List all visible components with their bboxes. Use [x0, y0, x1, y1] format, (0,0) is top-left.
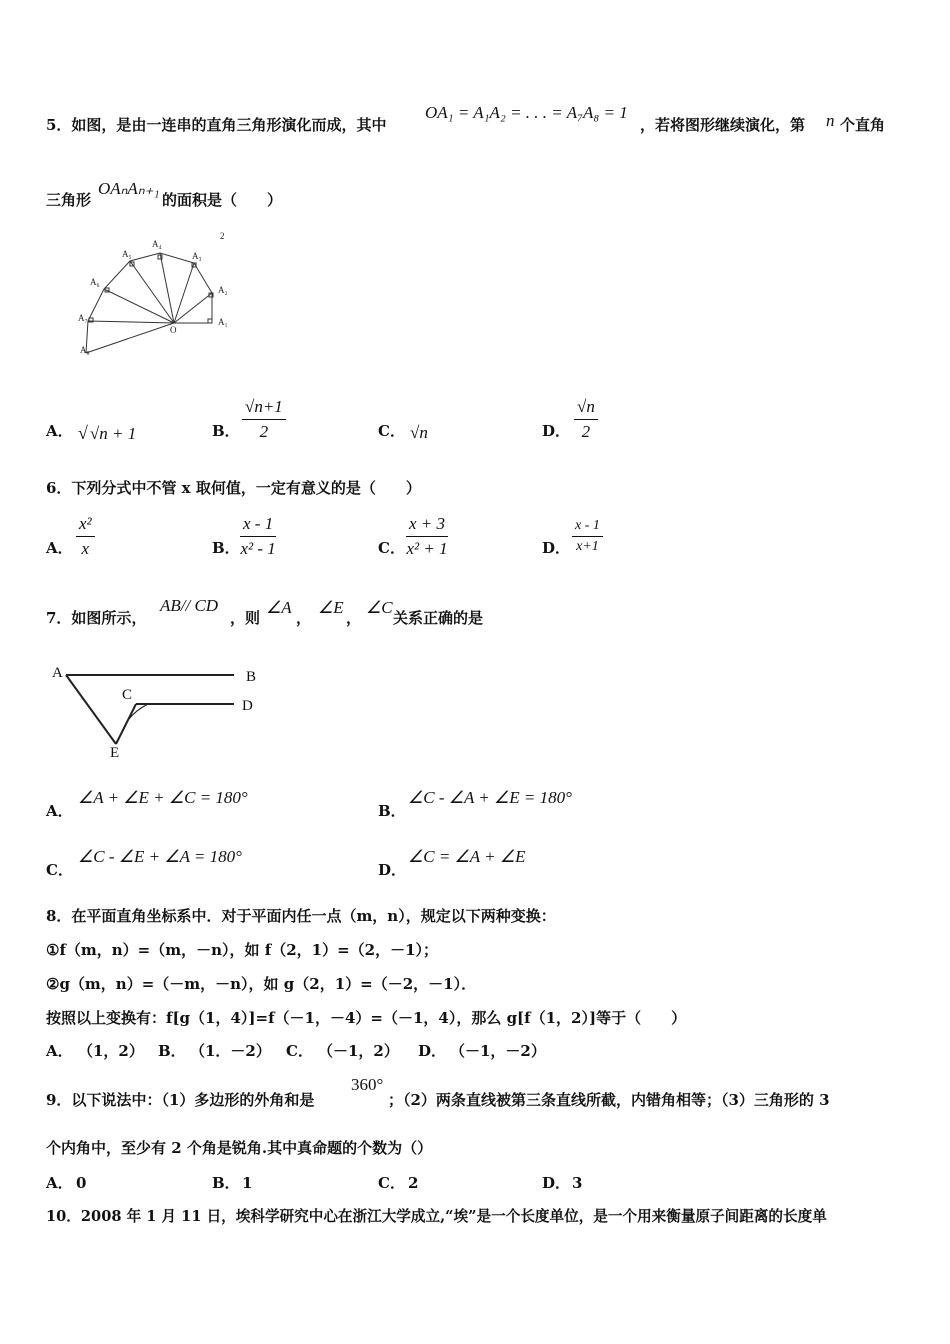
q7-option-b-label[interactable]: B．	[378, 802, 406, 820]
q5-fig-label-a2: A₂	[218, 285, 228, 295]
q9-option-a-text[interactable]: 0	[76, 1174, 87, 1192]
q8-stem: 8．在平面直角坐标系中．对于平面内任一点（m，n），规定以下两种变换：	[46, 907, 556, 925]
q6-option-b-fraction[interactable]	[240, 514, 276, 558]
q5-fig-label-a7: A₇	[78, 313, 88, 323]
q5-option-c-text[interactable]: √n	[410, 423, 428, 442]
q7-angle-c: ∠C	[366, 598, 393, 617]
q7-option-a-label[interactable]: A．	[46, 802, 73, 820]
q5-fig-label-a1: A₁	[218, 317, 228, 327]
q7-stem-part3: 关系正确的是	[393, 609, 484, 627]
q5-option-b-numerator: √n+1	[242, 397, 286, 420]
q9-stem-part3: 个内角中，至少有 2 个角是锐角.其中真命题的个数为（）	[46, 1139, 433, 1157]
q5-option-c-label[interactable]: C．	[378, 422, 405, 440]
q8-rule-1: ①f（m，n）=（m，－n），如 f（2，1）=（2，－1）；	[46, 941, 439, 959]
q5-fig-label-o: O	[170, 325, 177, 335]
q5-option-d-denominator: 2	[581, 421, 591, 441]
q7-option-a-text[interactable]: ∠A + ∠E + ∠C = 180°	[78, 788, 248, 807]
q6-option-c-label[interactable]: C．	[378, 539, 405, 557]
q9-option-d-label[interactable]: D．	[542, 1174, 571, 1192]
q7-comma-1: ，	[296, 609, 312, 627]
q7-angle-e: ∠E	[318, 598, 344, 617]
q5-n-symbol: n	[826, 111, 835, 130]
q6-option-d-numerator: x - 1	[572, 518, 603, 537]
q6-option-a-label[interactable]: A．	[46, 539, 73, 557]
q6-option-d-label[interactable]: D．	[542, 539, 571, 557]
q6-option-b-label[interactable]: B．	[212, 539, 240, 557]
q6-stem: 6．下列分式中不管 x 取何值，一定有意义的是（ ）	[46, 479, 421, 497]
q7-option-c-label[interactable]: C．	[46, 861, 73, 879]
q9-option-b-label[interactable]: B．	[212, 1174, 240, 1192]
q5-fig-label-a4: A₄	[152, 239, 162, 249]
q5-stem-part2: ，若将图形继续演化，第	[640, 116, 806, 134]
q6-option-b-numerator: x - 1	[240, 514, 276, 537]
q8-option-d-text[interactable]: （－1，－2）	[450, 1042, 546, 1060]
q5-stem-part3: 个直角	[840, 116, 886, 134]
q5-option-b-denominator: 2	[259, 421, 269, 441]
q5-option-b-label[interactable]: B．	[212, 422, 240, 440]
q7-parallel-figure	[44, 658, 274, 763]
q8-option-d-label[interactable]: D．	[418, 1042, 447, 1060]
q8-option-a-label[interactable]: A．	[46, 1042, 73, 1060]
q7-option-b-text[interactable]: ∠C - ∠A + ∠E = 180°	[408, 788, 572, 807]
q5-option-a[interactable]: √ √n + 1	[78, 423, 137, 443]
q7-parallel: AB// CD	[160, 596, 219, 615]
q9-option-d-text[interactable]: 3	[572, 1174, 583, 1192]
q6-option-d-fraction[interactable]	[572, 518, 603, 555]
q7-angle-a: ∠A	[266, 598, 292, 617]
q5-option-d-fraction[interactable]	[574, 397, 598, 441]
q6-option-d-denominator: x+1	[576, 539, 599, 555]
q8-rule-3: 按照以上变换有：f[g（1，4）]=f（－1，－4）=（－1，4），那么 g[f（1，2）]等于（ ）	[46, 1009, 687, 1027]
q6-option-c-denominator: x² + 1	[406, 538, 448, 558]
q9-option-b-text[interactable]: 1	[242, 1174, 253, 1192]
q5-option-a-label[interactable]: A．	[46, 422, 73, 440]
q5-option-b-fraction[interactable]	[242, 397, 286, 441]
q7-comma-2: ，	[346, 609, 362, 627]
q5-fig-label-2: 2	[220, 231, 225, 241]
q5-fig-label-a6: A₆	[90, 277, 100, 287]
q7-stem-part1: 7．如图所示，	[46, 609, 147, 627]
q10-stem: 10．2008 年 1 月 11 日，埃科学研究中心在浙江大学成立,“埃”是一个长度单位，是一个用来衡量原子间距离的长度单	[46, 1208, 827, 1225]
q6-option-b-denominator: x² - 1	[240, 538, 276, 558]
q5-fig-label-a3: A₃	[192, 251, 202, 261]
q5-fig-label-a5: A₅	[122, 249, 132, 259]
q5-spiral-figure	[72, 225, 242, 365]
q9-option-c-text[interactable]: 2	[408, 1174, 419, 1192]
q8-option-b-text[interactable]: （1．－2）	[190, 1042, 271, 1060]
q5-option-d-numerator: √n	[574, 397, 598, 420]
q5-option-a-text: √n + 1	[89, 424, 137, 443]
q7-option-c-text[interactable]: ∠C - ∠E + ∠A = 180°	[78, 847, 242, 866]
q9-degree: 360°	[351, 1075, 384, 1094]
q7-fig-label-a: A	[52, 665, 63, 681]
q8-option-c-text[interactable]: （－1，2）	[318, 1042, 399, 1060]
q7-stem-part2: ，则	[230, 609, 261, 627]
q6-option-c-numerator: x + 3	[406, 514, 448, 537]
q5-option-d-label[interactable]: D．	[542, 422, 571, 440]
q9-stem-part2: ；（2）两条直线被第三条直线所截，内错角相等；（3）三角形的 3	[388, 1091, 830, 1109]
q8-option-b-label[interactable]: B．	[158, 1042, 186, 1060]
q7-option-d-label[interactable]: D．	[378, 861, 407, 879]
q8-option-c-label[interactable]: C．	[286, 1042, 313, 1060]
q8-option-a-text[interactable]: （1，2）	[78, 1042, 144, 1060]
q5-stem-part5: 的面积是（ ）	[162, 191, 283, 209]
q7-fig-label-c: C	[122, 687, 133, 703]
q9-stem-part1: 9．以下说法中：（1）多边形的外角和是	[46, 1091, 315, 1109]
q9-option-a-label[interactable]: A．	[46, 1174, 73, 1192]
q8-rule-2: ②g（m，n）=（－m，－n），如 g（2，1）=（－2，－1）．	[46, 975, 477, 993]
q7-fig-label-d: D	[242, 698, 253, 714]
q9-option-c-label[interactable]: C．	[378, 1174, 405, 1192]
q5-stem-part1: 5．如图，是由一连串的直角三角形演化而成，其中	[46, 116, 387, 134]
q6-option-a-fraction[interactable]	[76, 514, 95, 558]
q5-fig-label-a8: A₈	[80, 345, 90, 355]
q5-equation: OA₁ = A₁A₂ = . . . = A₇A₈ = 1	[425, 103, 628, 122]
q6-option-a-denominator: x	[81, 538, 90, 558]
q7-fig-label-b: B	[246, 669, 257, 685]
q6-option-c-fraction[interactable]	[406, 514, 448, 558]
q7-fig-label-e: E	[110, 745, 120, 761]
q7-option-d-text[interactable]: ∠C = ∠A + ∠E	[408, 847, 526, 866]
q5-stem-part4: 三角形	[46, 191, 92, 209]
q5-triangle-symbol: OAₙAₙ₊₁	[98, 179, 160, 198]
q6-option-a-numerator: x²	[76, 514, 95, 537]
